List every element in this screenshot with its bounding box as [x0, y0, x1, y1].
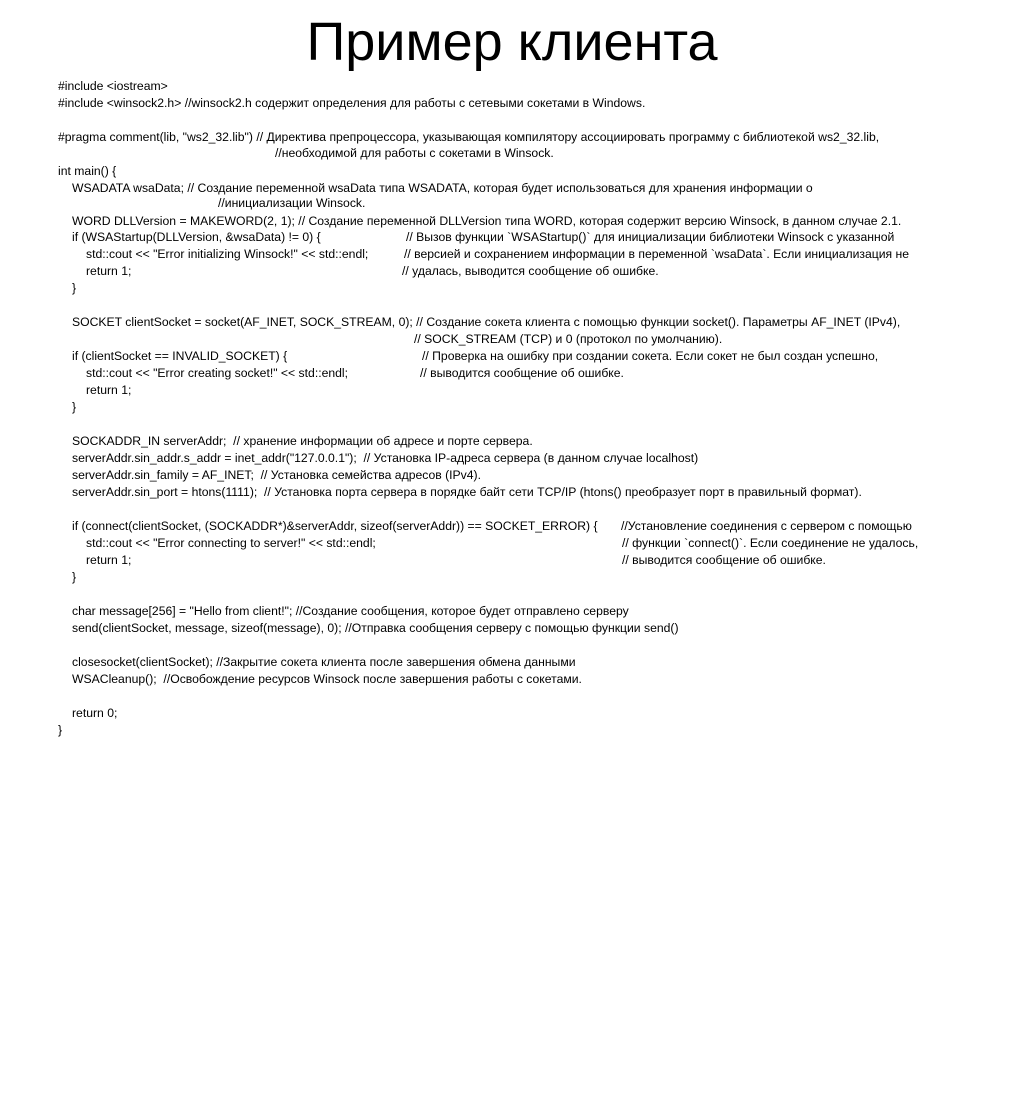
code-line: SOCKADDR_IN serverAddr; // хранение информации об адресе и порте сервера. [72, 434, 533, 448]
code-line: return 0; [72, 706, 118, 720]
code-line: if (clientSocket == INVALID_SOCKET) { [72, 349, 288, 363]
code-line: WORD DLLVersion = MAKEWORD(2, 1); // Создание переменной DLLVersion типа WORD, которая содержит версию Winsock, в данном случае 2.1. [72, 214, 902, 228]
code-line: std::cout << "Error connecting to server!" << std::endl; [86, 536, 376, 550]
code-line: char message[256] = "Hello from client!"; //Создание сообщения, которое будет отправлено серверу [72, 604, 629, 618]
code-comment: // выводится сообщение об ошибке. [420, 366, 624, 380]
code-line: } [72, 400, 77, 414]
code-line: serverAddr.sin_family = AF_INET; // Установка семейства адресов (IPv4). [72, 468, 482, 482]
code-line: return 1; [86, 553, 132, 567]
code-comment: // версией и сохранением информации в переменной `wsaData`. Если инициализация не [404, 247, 910, 261]
code-line: int main() { [58, 164, 117, 178]
code-line: if (connect(clientSocket, (SOCKADDR*)&serverAddr, sizeof(serverAddr)) == SOCKET_ERROR) { [72, 519, 598, 533]
code-line: //инициализации Winsock. [218, 196, 366, 210]
code-comment: // Вызов функции `WSAStartup()` для инициализации библиотеки Winsock с указанной [406, 230, 895, 244]
code-line: if (WSAStartup(DLLVersion, &wsaData) != 0) { [72, 230, 321, 244]
code-line: return 1; [86, 264, 132, 278]
code-comment: // SOCK_STREAM (TCP) и 0 (протокол по умолчанию). [414, 332, 723, 346]
code-line: serverAddr.sin_port = htons(1111); // Установка порта сервера в порядке байт сети TCP/IP (htons() преобразует порт в правильный формат). [72, 485, 862, 499]
code-comment: // функции `connect()`. Если соединение не удалось, [622, 536, 919, 550]
code-comment: // выводится сообщение об ошибке. [622, 553, 826, 567]
code-line: #include <iostream> [58, 79, 168, 93]
code-line: #pragma comment(lib, "ws2_32.lib") // Директива препроцессора, указывающая компилятору ассоциировать программу с библиотекой ws2_32.lib, [58, 130, 880, 144]
code-line: std::cout << "Error creating socket!" << std::endl; [86, 366, 349, 380]
code-line: SOCKET clientSocket = socket(AF_INET, SOCK_STREAM, 0); // Создание сокета клиента с помощью функции socket(). Параметры AF_INET (IPv4), [72, 315, 901, 329]
code-comment: //Установление соединения с сервером с помощью [621, 519, 912, 533]
code-line: #include <winsock2.h> //winsock2.h содержит определения для работы с сетевыми сокетами в Windows. [58, 96, 646, 110]
code-line: send(clientSocket, message, sizeof(message), 0); //Отправка сообщения серверу с помощью функции send() [72, 621, 679, 635]
code-line: //необходимой для работы с сокетами в Winsock. [275, 146, 554, 160]
code-line: WSADATA wsaData; // Создание переменной wsaData типа WSADATA, которая будет использоваться для хранения информации о [72, 181, 813, 195]
code-line: std::cout << "Error initializing Winsock!" << std::endl; [86, 247, 369, 261]
code-line: serverAddr.sin_addr.s_addr = inet_addr("127.0.0.1"); // Установка IP-адреса сервера (в данном случае localhost) [72, 451, 699, 465]
code-line: WSACleanup(); //Освобождение ресурсов Winsock после завершения работы с сокетами. [72, 672, 582, 686]
code-line: return 1; [86, 383, 132, 397]
code-line: } [72, 281, 77, 295]
code-comment: // удалась, выводится сообщение об ошибке. [402, 264, 659, 278]
code-line: } [72, 570, 77, 584]
code-line: } [58, 723, 63, 737]
code-comment: // Проверка на ошибку при создании сокета. Если сокет не был создан успешно, [422, 349, 879, 363]
slide-title: Пример клиента [306, 12, 718, 72]
code-line: closesocket(clientSocket); //Закрытие сокета клиента после завершения обмена данными [72, 655, 576, 669]
code-listing [58, 76, 998, 1113]
